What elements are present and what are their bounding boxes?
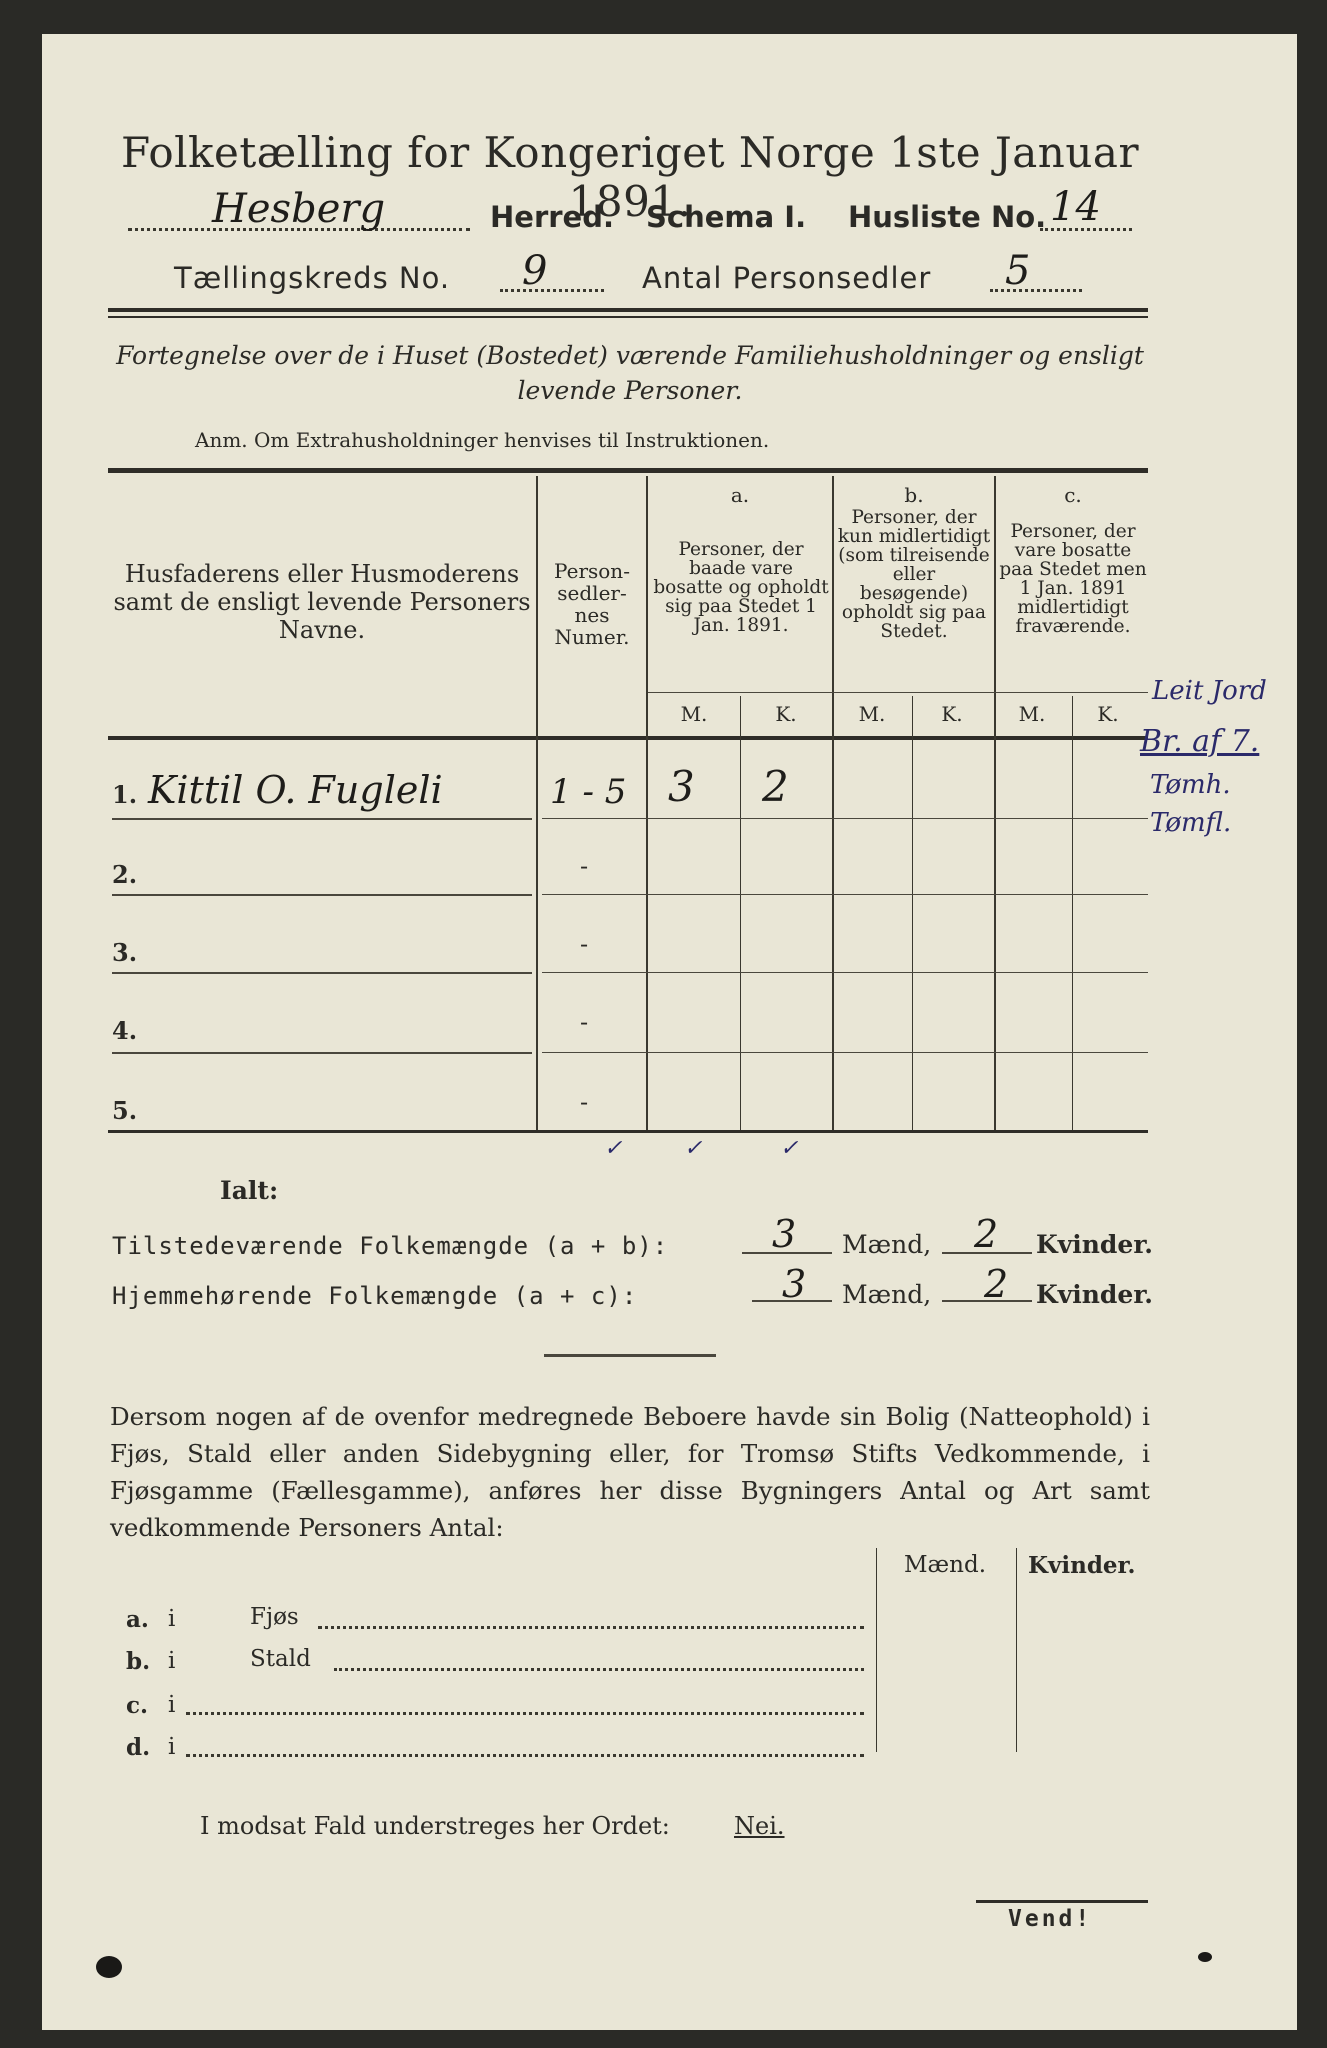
tilstede-k-value: 2 [974, 1212, 999, 1256]
col-name-header: Husfaderens eller Husmoderens samt de ensligt levende Personers Navne. [113, 560, 531, 644]
table-top-rule [108, 468, 1148, 473]
col-divider-2 [646, 476, 648, 1130]
building-d-i: i [168, 1734, 176, 1760]
row-2-number: 2. [112, 860, 138, 889]
section-divider [544, 1354, 716, 1357]
row-1-a-k: 2 [762, 762, 789, 811]
col-divider-3 [832, 476, 834, 1130]
row-4-rule-right [542, 1052, 1148, 1053]
herred-label: Herred. [490, 200, 614, 234]
margin-note-2: Br. af 7. [1140, 724, 1260, 759]
building-a-letter: a. [126, 1606, 149, 1633]
col-c-letter: c. [1064, 483, 1082, 507]
schema-label: Schema I. [646, 200, 807, 234]
col-a-letter: a. [730, 483, 750, 507]
row-2-numer: - [580, 852, 589, 880]
kreds-value: 9 [522, 248, 548, 294]
row-3-number: 3. [112, 938, 138, 967]
tilstede-m-value: 3 [772, 1212, 797, 1256]
husliste-label: Husliste No. [848, 200, 1047, 234]
col-c-mk-divider [1072, 696, 1073, 1130]
nei-word: Nei. [734, 1812, 785, 1840]
col-b-mk-divider [912, 696, 913, 1130]
form-subtitle: Fortegnelse over de i Huset (Bostedet) værende Familiehusholdninger og ensligt levende Personer. [116, 341, 1144, 405]
hjemme-k-value: 2 [984, 1262, 1009, 1306]
row-4-numer: - [580, 1008, 589, 1036]
row-1-name: Kittil O. Fugleli [148, 768, 443, 812]
building-a-label: Fjøs [250, 1604, 299, 1630]
instruction-note: Anm. Om Extrahusholdninger henvises til Instruktionen. [195, 428, 770, 452]
buildings-divider-2 [1016, 1548, 1017, 1752]
col-b-k-label: K. [941, 702, 963, 726]
outbuilding-paragraph: Dersom nogen af de ovenfor medregnede Beboere havde sin Bolig (Natteophold) i Fjøs, Stald eller anden Sidebygning eller, for Tromsø Stifts Vedkommende, i Fjøsgamme (Fællesgamme), anføres her disse Bygningers Antal og Art samt vedkommende Personers Antal: [110, 1402, 1150, 1542]
building-d-dots [186, 1754, 864, 1757]
col-a-header: Personer, der baade vare bosatte og opholdt sig paa Stedet 1 Jan. 1891. [653, 539, 829, 636]
antal-value: 5 [1005, 248, 1031, 294]
col-b-letter: b. [904, 483, 924, 507]
table-header-rule [108, 736, 1148, 740]
row-2-rule [112, 894, 532, 896]
vend-label: Vend! [1008, 1906, 1093, 1932]
row-1-rule [112, 818, 532, 820]
herred-value: Hesberg [212, 186, 386, 232]
vend-rule [976, 1900, 1148, 1903]
row-4-number: 4. [112, 1016, 138, 1045]
col-divider-4 [994, 476, 996, 1130]
hjemme-label: Hjemmehørende Folkemængde (a + c): [112, 1282, 638, 1310]
row-2-rule-right [542, 894, 1148, 895]
building-b-letter: b. [126, 1648, 151, 1675]
check-mark-2: ✓ [684, 1136, 703, 1161]
building-c-i: i [168, 1692, 176, 1718]
header-rule-thin [108, 316, 1148, 318]
ink-blot [96, 1956, 122, 1978]
building-d-letter: d. [126, 1734, 151, 1761]
husliste-value: 14 [1050, 184, 1101, 230]
form-title: Folketælling for Kongeriget Norge 1ste Januar 1891. [120, 128, 1140, 226]
col-divider-1 [536, 476, 538, 1130]
mk-header-rule [648, 692, 1148, 693]
building-c-letter: c. [126, 1692, 149, 1719]
col-numer-header: Person-sedler-nes Numer. [554, 559, 630, 649]
row-3-rule-right [542, 972, 1148, 973]
buildings-kvinder-header: Kvinder. [1028, 1552, 1136, 1579]
row-3-rule [112, 972, 532, 974]
antal-label: Antal Personsedler [642, 261, 932, 295]
row-5-number: 5. [112, 1096, 138, 1125]
col-a-k-label: K. [775, 702, 797, 726]
hjemme-m-value: 3 [782, 1262, 807, 1306]
building-a-dots [318, 1626, 864, 1629]
building-c-dots [186, 1712, 864, 1715]
tilstede-label: Tilstedeværende Folkemængde (a + b): [112, 1232, 669, 1260]
row-1-numer: 1 - 5 [550, 772, 627, 812]
row-1-a-m: 3 [668, 762, 695, 811]
table-bottom-rule [108, 1130, 1148, 1133]
col-c-m-label: M. [1018, 702, 1046, 726]
row-5-numer: - [580, 1088, 589, 1116]
check-mark-1: ✓ [604, 1136, 623, 1161]
hjemme-maend: Mænd, [842, 1280, 932, 1309]
header-rule [108, 308, 1148, 312]
col-a-m-label: M. [680, 702, 708, 726]
col-c-header: Personer, der vare bosatte paa Stedet men 1 Jan. 1891 midlertidigt fraværende. [999, 521, 1147, 637]
antal-field-line [990, 289, 1082, 292]
modsat-label: I modsat Fald understreges her Ordet: [200, 1812, 670, 1840]
ink-blot-2 [1198, 1952, 1212, 1962]
buildings-maend-header: Mænd. [904, 1552, 987, 1578]
row-1-number: 1. [112, 780, 138, 809]
check-mark-3: ✓ [780, 1136, 799, 1161]
hjemme-kvinder: Kvinder. [1036, 1280, 1153, 1309]
margin-note-3: Tømh. [1150, 770, 1231, 800]
tilstede-maend: Mænd, [842, 1230, 932, 1259]
ialt-label: Ialt: [220, 1176, 279, 1205]
kreds-label: Tællingskreds No. [174, 261, 451, 295]
building-a-i: i [168, 1606, 176, 1632]
kreds-field-line [500, 289, 604, 292]
buildings-divider-1 [876, 1548, 877, 1752]
col-b-header: Personer, der kun midlertidigt (som tilreisende eller besøgende) opholdt sig paa Stedet. [837, 507, 991, 642]
row-3-numer: - [580, 930, 589, 958]
margin-note-1: Leit Jord [1152, 676, 1267, 706]
row-1-rule-right [542, 818, 1148, 819]
building-b-label: Stald [250, 1646, 311, 1672]
col-a-mk-divider [740, 696, 741, 1130]
tilstede-kvinder: Kvinder. [1036, 1230, 1153, 1259]
building-b-i: i [168, 1648, 176, 1674]
building-b-dots [334, 1668, 864, 1671]
col-c-k-label: K. [1097, 702, 1119, 726]
col-b-m-label: M. [858, 702, 886, 726]
margin-note-4: Tømfl. [1150, 808, 1232, 838]
row-4-rule [112, 1052, 532, 1054]
census-form-page [42, 34, 1297, 2030]
